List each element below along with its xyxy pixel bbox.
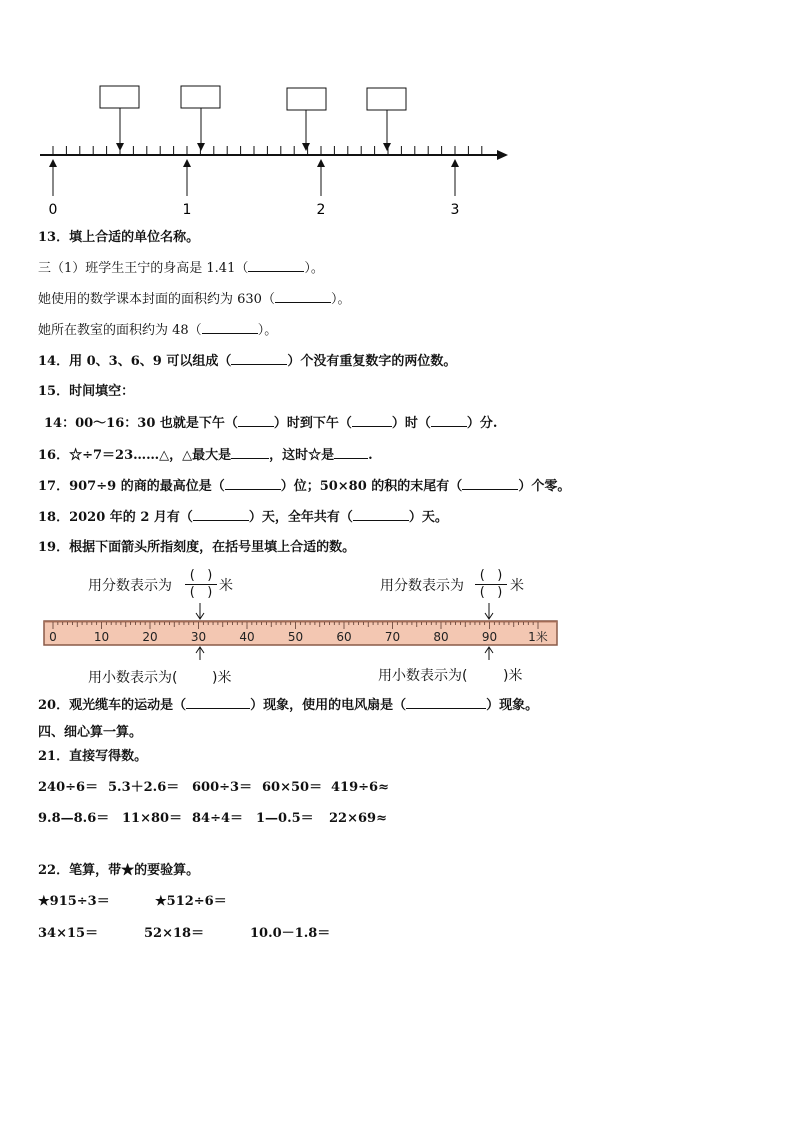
ruler-label: 20	[142, 630, 158, 644]
q13-b-blank[interactable]	[275, 290, 331, 303]
q19-dec-label-right: 用小数表示为(	[378, 668, 468, 684]
q19-frac-label-right: 用分数表示为	[380, 578, 464, 594]
q13-c: 她所在教室的面积约为 48（ ）。	[38, 323, 278, 338]
q22-r2-c3: 10.0－1.8＝	[250, 926, 331, 941]
q21-r2-c2: 11×80＝	[122, 811, 183, 826]
q19-frac-left[interactable]: ( ) ( )	[183, 569, 219, 600]
q21-r1-c5: 419÷6≈	[331, 780, 389, 795]
q15-blank-1[interactable]	[238, 414, 274, 427]
q13-b: 她使用的数学课本封面的面积约为 630（ ）。	[38, 292, 351, 307]
number-line-ticks	[53, 146, 482, 155]
q22-r1-c1: ★915÷3＝	[38, 894, 110, 909]
q18-blank-2[interactable]	[353, 508, 409, 521]
ruler-label: 30	[190, 630, 207, 644]
q21-r2-c1: 9.8—8.6＝	[38, 811, 110, 826]
q15-title: 15．时间填空：	[38, 384, 135, 399]
ruler-label: 50	[287, 630, 304, 644]
q15-blank-3[interactable]	[431, 414, 467, 427]
q13-a-blank[interactable]	[248, 259, 304, 272]
answer-box-2[interactable]	[181, 86, 220, 150]
q19-dec-unit-left: )米	[212, 670, 232, 686]
q21-r2-c4: 1—0.5＝	[256, 811, 314, 826]
q22-title: 22．笔算，带★的要验算。	[38, 863, 200, 878]
q21-r1-c1: 240÷6＝	[38, 780, 99, 795]
ruler-label: 1米	[528, 630, 548, 644]
q17: 17．907÷9 的商的最高位是（ ）位；50×80 的积的末尾有（ ）个零。	[38, 479, 571, 494]
q18: 18．2020 年的 2 月有（ ）天，全年共有（ ）天。	[38, 510, 448, 525]
answer-box-4[interactable]	[367, 88, 406, 150]
q20-blank-2[interactable]	[406, 696, 486, 709]
ruler-label: 10	[93, 630, 110, 644]
q13-title: 13．填上合适的单位名称。	[38, 230, 200, 245]
ruler-label: 40	[239, 630, 255, 644]
ruler-label: 0	[49, 630, 57, 644]
q21-r2-c5: 22×69≈	[329, 811, 387, 826]
q20: 20．观光缆车的运动是（ ）现象，使用的电风扇是（ ）现象。	[38, 698, 539, 713]
q13-a: 三（1）班学生王宁的身高是 1.41（ ）。	[38, 261, 324, 276]
q13-c-blank[interactable]	[202, 321, 258, 334]
section-4-heading: 四、细心算一算。	[38, 725, 143, 740]
q18-blank-1[interactable]	[193, 508, 249, 521]
q14: 14．用 0、3、6、9 可以组成（ ）个没有重复数字的两位数。	[38, 354, 457, 369]
ruler	[0, 600, 794, 660]
q19-unit-right: 米	[510, 578, 524, 594]
q22-r2-c2: 52×18＝	[144, 926, 205, 941]
ruler-label: 80	[433, 630, 449, 644]
answer-box-3[interactable]	[287, 88, 326, 150]
nl-label-0: 0	[48, 202, 58, 218]
nl-label-3: 3	[450, 202, 460, 218]
answer-box-1[interactable]	[100, 86, 139, 150]
q21-r1-c2: 5.3＋2.6＝	[108, 780, 180, 795]
q17-blank-1[interactable]	[225, 477, 281, 490]
q22-r1-c2: ★512÷6＝	[155, 894, 227, 909]
q19-dec-label-left: 用小数表示为(	[88, 670, 178, 686]
q16: 16．☆÷7＝23……△，△最大是 ，这时☆是 .	[38, 448, 373, 463]
q21-r1-c4: 60×50＝	[262, 780, 323, 795]
q20-blank-1[interactable]	[186, 696, 250, 709]
q22-r2-c1: 34×15＝	[38, 926, 99, 941]
q21-title: 21．直接写得数。	[38, 749, 148, 764]
q15-body: 14：00～16：30 也就是下午（ ）时到下午（ ）时（ ）分.	[44, 416, 498, 431]
q17-blank-2[interactable]	[462, 477, 518, 490]
q21-r1-c3: 600÷3＝	[192, 780, 253, 795]
q19-unit-left: 米	[219, 578, 233, 594]
q19-dec-unit-right: )米	[503, 668, 523, 684]
ruler-label: 70	[384, 630, 401, 644]
q14-blank[interactable]	[231, 352, 287, 365]
nl-label-1: 1	[182, 202, 192, 218]
nl-label-2: 2	[316, 202, 326, 218]
q19-frac-label-left: 用分数表示为	[88, 578, 172, 594]
q21-r2-c3: 84÷4＝	[192, 811, 244, 826]
q19-frac-right[interactable]: ( ) ( )	[473, 569, 509, 600]
q16-blank-1[interactable]	[231, 446, 269, 459]
q15-blank-2[interactable]	[352, 414, 392, 427]
q16-blank-2[interactable]	[334, 446, 368, 459]
q19-title: 19．根据下面箭头所指刻度，在括号里填上合适的数。	[38, 540, 356, 555]
number-line-diagram	[0, 80, 794, 225]
ruler-label: 90	[481, 630, 498, 644]
ruler-label: 60	[336, 630, 352, 644]
